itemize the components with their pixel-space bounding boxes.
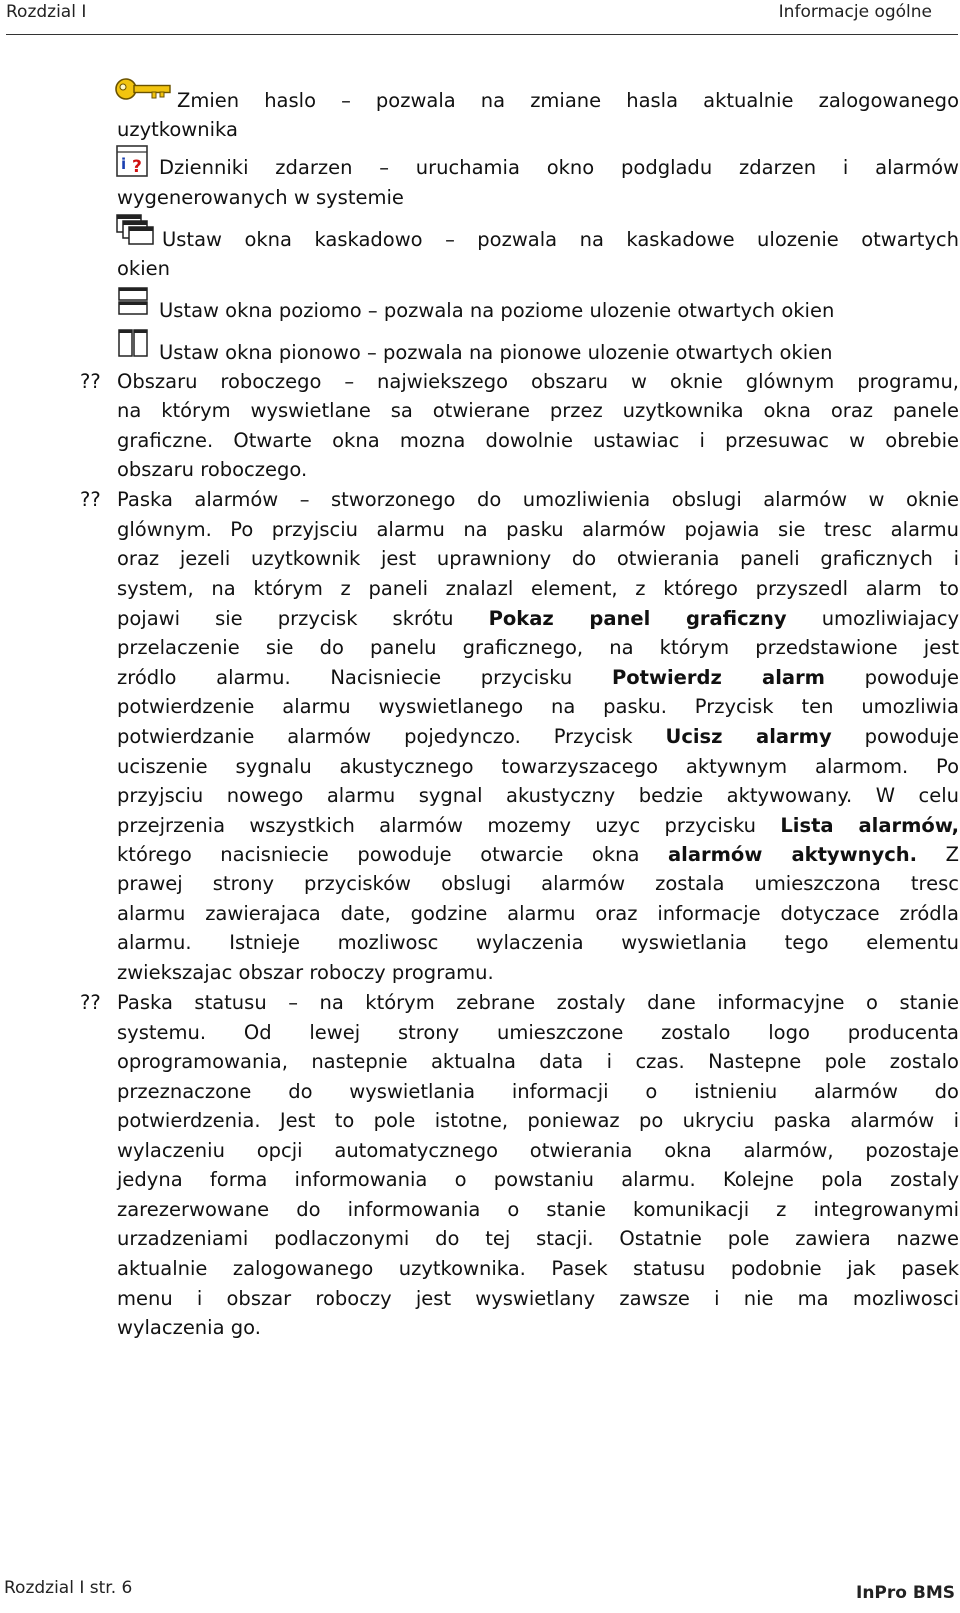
text-line: alarmu zawierajaca date, godzine alarmu oraz informacje dotyczace zródla xyxy=(117,902,959,925)
text-line xyxy=(117,840,959,869)
text-line: Ustaw okna pionowo – pozwala na pionowe ulozenie otwartych okien xyxy=(159,341,833,364)
text-line: Zmien haslo – pozwala na zmiane hasla aktualnie zalogowanego xyxy=(177,89,959,112)
text-line: potwierdzenia. Jest to pole istotne, poniewaz po ukryciu paska alarmów i xyxy=(117,1109,959,1132)
text-line xyxy=(117,663,959,692)
header-section: Informacje ogólne xyxy=(778,2,932,22)
text-line: wylaczeniu opcji automatycznego otwierania okna alarmów, pozostaje xyxy=(117,1139,959,1162)
text-line: system, na którym z paneli znalazl element, z którego przyszedl alarm to xyxy=(117,577,959,600)
text-line: obszaru roboczego. xyxy=(117,458,308,481)
event-log-icon xyxy=(115,144,149,178)
text-line: systemu. Od lewej strony umieszczone zostalo logo producenta xyxy=(117,1021,959,1044)
key-icon xyxy=(114,76,172,102)
text-span: umozliwiajacy xyxy=(821,607,960,630)
text-line: przeznaczone do wyswietlania informacji o istnieniu alarmów do xyxy=(117,1080,959,1103)
text-span: powoduje xyxy=(864,666,960,689)
text-line: wylaczenia go. xyxy=(117,1316,261,1339)
text-line: uciszenie sygnalu akustycznego towarzyszacego aktywnym alarmom. Po xyxy=(117,755,959,778)
text-line: prawej strony przycisków obslugi alarmów zostala umieszczona tresc xyxy=(117,872,959,895)
text-span: zródlo alarmu. Nacisniecie przycisku xyxy=(117,666,573,689)
text-line: Dzienniki zdarzen – uruchamia okno podgladu zdarzen i alarmów xyxy=(159,156,959,179)
text-line: Obszaru roboczego – najwiekszego obszaru w oknie glównym programu, xyxy=(117,370,959,393)
text-line: menu i obszar roboczy jest wyswietlany zawsze i nie ma mozliwosci xyxy=(117,1287,959,1310)
text-line: okien xyxy=(117,257,170,280)
text-line: alarmu. Istnieje mozliwosc wylaczenia wyswietlania tego elementu xyxy=(117,931,959,954)
text-line: przyjsciu nowego alarmu sygnal akustyczny bedzie aktywowany. W celu xyxy=(117,784,959,807)
text-line: Ustaw okna poziomo – pozwala na poziome ulozenie otwartych okien xyxy=(159,299,835,322)
page-header xyxy=(0,0,960,36)
button-name-show-panel: Pokaz panel graficzny xyxy=(488,607,787,630)
text-line: przelaczenie sie do panelu graficznego, na którym przedstawione jest xyxy=(117,636,959,659)
header-rule xyxy=(6,34,958,35)
text-line: jedyna forma informowania o powstaniu alarmu. Kolejne pola zostaly xyxy=(117,1168,959,1191)
text-line: graficzne. Otwarte okna mozna dowolnie ustawiac i przesuwac w obrebie xyxy=(117,429,959,452)
text-span: przejrzenia wszystkich alarmów mozemy uzyc przycisku xyxy=(117,814,757,837)
cascade-windows-icon xyxy=(115,213,155,247)
text-span: powoduje xyxy=(864,725,959,748)
svg-text:i: i xyxy=(121,155,127,173)
window-name-active-alarms: alarmów aktywnych. xyxy=(668,843,918,866)
text-line: aktualnie zalogowanego uzytkownika. Pasek statusu podobnie jak pasek xyxy=(117,1257,959,1280)
text-line xyxy=(117,722,959,751)
svg-text:?: ? xyxy=(132,157,142,177)
text-span: potwierdzanie alarmów pojedynczo. Przycisk xyxy=(117,725,633,748)
text-line: oraz jezeli uzytkownik jest uprawniony do otwierania paneli graficznych i xyxy=(117,547,959,570)
text-line: zwiekszajac obszar roboczy programu. xyxy=(117,961,494,984)
button-name-alarm-list: Lista alarmów, xyxy=(780,814,959,837)
list-bullet: ?? xyxy=(80,370,101,393)
footer-product-name: InPro BMS xyxy=(856,1583,955,1603)
text-line: Paska alarmów – stworzonego do umozliwienia obslugi alarmów w oknie xyxy=(117,488,959,511)
list-bullet: ?? xyxy=(80,991,101,1014)
text-span: którego nacisniecie powoduje otwarcie okna xyxy=(117,843,640,866)
tile-horizontal-icon xyxy=(117,286,149,316)
text-line: zarezerwowane do informowania o stanie komunikacji z integrowanymi xyxy=(117,1198,959,1221)
text-line xyxy=(117,604,959,633)
text-line: na którym wyswietlane sa otwierane przez uzytkownika okna oraz panele xyxy=(117,399,959,422)
text-line: Paska statusu – na którym zebrane zostaly dane informacyjne o stanie xyxy=(117,991,959,1014)
list-bullet: ?? xyxy=(80,488,101,511)
text-span: pojawi sie przycisk skrótu xyxy=(117,607,454,630)
text-line: potwierdzenie alarmu wyswietlanego na pasku. Przycisk ten umozliwia xyxy=(117,695,959,718)
text-line xyxy=(117,811,959,840)
text-span: Z xyxy=(945,843,959,866)
button-name-confirm-alarm: Potwierdz alarm xyxy=(611,666,825,689)
text-line: uzytkownika xyxy=(117,118,238,141)
text-line: wygenerowanych w systemie xyxy=(117,186,404,209)
tile-vertical-icon xyxy=(117,328,149,358)
footer-page-number: Rozdzial I str. 6 xyxy=(4,1578,133,1598)
text-line: Ustaw okna kaskadowo – pozwala na kaskadowe ulozenie otwartych xyxy=(162,228,959,251)
text-line: urzadzeniami podlaczonymi do tej stacji. Ostatnie pole zawiera nazwe xyxy=(117,1227,959,1250)
text-line: oprogramowania, nastepnie aktualna data i czas. Nastepne pole zostalo xyxy=(117,1050,959,1073)
text-line: glównym. Po przyjsciu alarmu na pasku alarmów pojawia sie tresc alarmu xyxy=(117,518,959,541)
header-chapter: Rozdzial I xyxy=(6,2,87,22)
button-name-silence-alarms: Ucisz alarmy xyxy=(665,725,832,748)
